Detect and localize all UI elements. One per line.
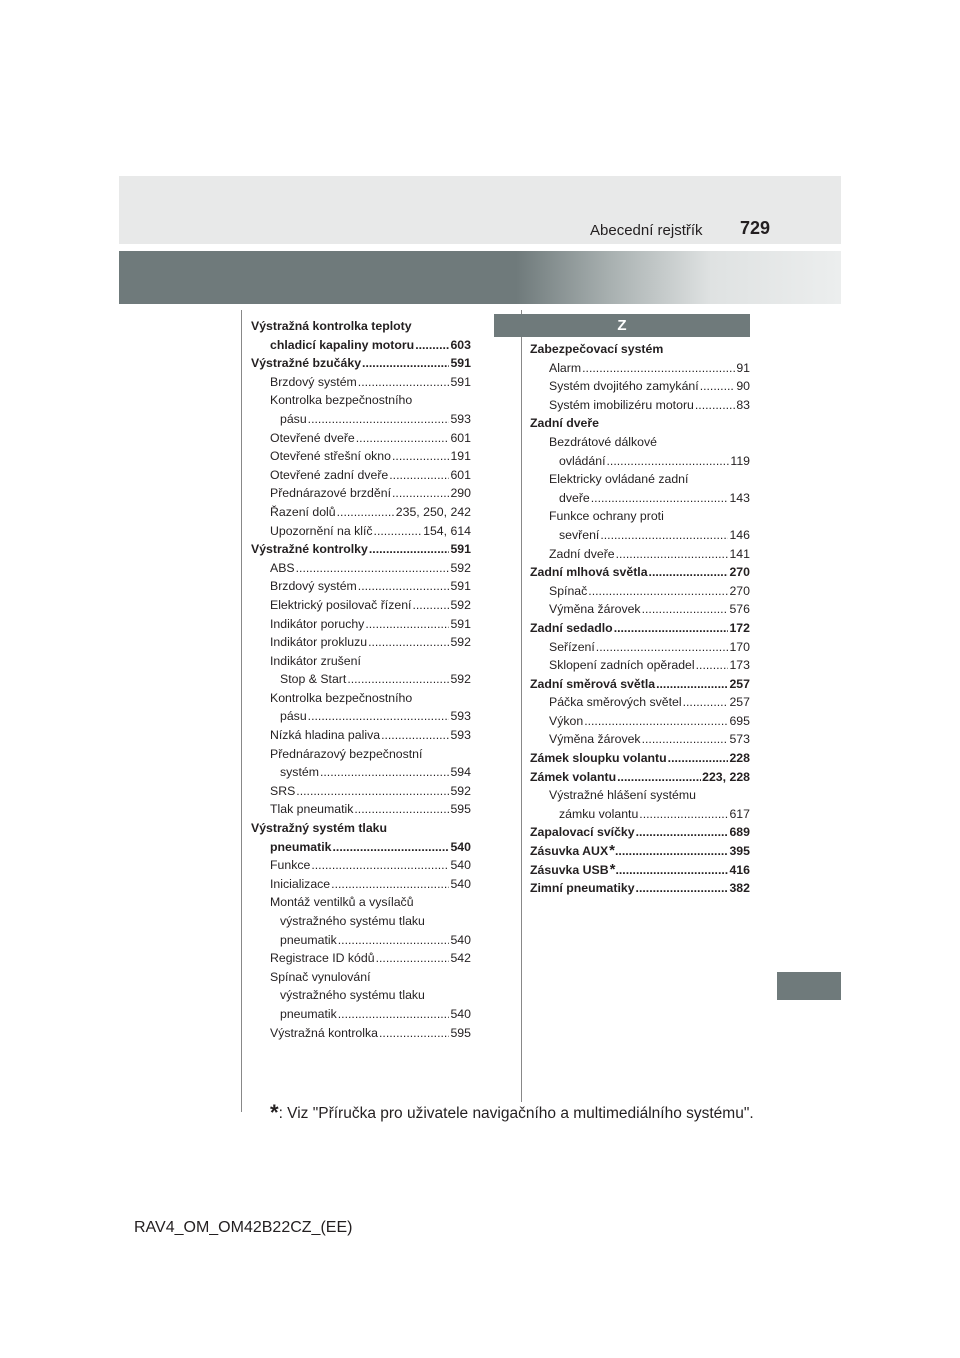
- index-entry: [251, 838, 471, 857]
- header-title: Abecední rejstřík: [590, 222, 703, 239]
- dot-leader: [642, 730, 729, 749]
- index-term: Bezdrátové dálkové: [549, 434, 658, 449]
- index-entry: [251, 652, 471, 671]
- index-term: Funkce: [270, 856, 311, 875]
- index-entry: [251, 466, 471, 485]
- index-page-ref: 592: [450, 560, 471, 575]
- index-entry: [251, 1005, 471, 1024]
- index-entry: [530, 712, 750, 731]
- index-entry: Zásuvka USB * ..... 416: [530, 861, 750, 880]
- dot-leader: [356, 429, 450, 448]
- dot-leader: [600, 526, 728, 545]
- index-page-ref: 603: [450, 337, 471, 352]
- index-entry: [530, 452, 750, 471]
- index-entry: [530, 879, 750, 898]
- index-entry: [251, 745, 471, 764]
- index-term: systém: [280, 763, 320, 782]
- index-term: Tlak pneumatik: [270, 800, 354, 819]
- dot-leader: [412, 596, 449, 615]
- index-entry: [251, 633, 471, 652]
- dot-leader: [311, 856, 449, 875]
- dot-leader: [696, 656, 729, 675]
- index-page-ref: 83: [736, 397, 750, 412]
- index-page-ref: 695: [729, 713, 750, 728]
- dot-leader: [695, 396, 735, 415]
- index-term: Zimní pneumatiky: [530, 879, 636, 898]
- index-term: Upozornění na klíč: [270, 522, 374, 541]
- section-letter-header: Z: [494, 314, 750, 337]
- index-entry: [251, 596, 471, 615]
- index-page-ref: 540: [450, 1006, 471, 1021]
- index-page-ref: 154, 614: [423, 523, 471, 538]
- index-entry: [251, 875, 471, 894]
- index-thumb-tab: [777, 972, 841, 1000]
- index-page-ref: 91: [736, 360, 750, 375]
- index-term: Výstražné bzučáky: [251, 354, 362, 373]
- index-term: Otevřené střešní okno: [270, 447, 392, 466]
- dot-leader: [354, 800, 449, 819]
- dot-leader: [596, 638, 729, 657]
- index-entry: [530, 693, 750, 712]
- index-page-ref: 689: [729, 825, 750, 840]
- index-term: pneumatik: [270, 838, 333, 857]
- index-term: Elektricky ovládané zadní: [549, 472, 689, 487]
- index-page-ref: 595: [450, 1025, 471, 1040]
- index-entry: [251, 707, 471, 726]
- index-page-ref: 592: [450, 597, 471, 612]
- index-entry: [251, 986, 471, 1005]
- dot-leader: [649, 563, 729, 582]
- dot-leader: [591, 489, 729, 508]
- index-page-ref: 591: [450, 616, 471, 631]
- dot-leader: [337, 503, 395, 522]
- index-term: Indikátor zrušení: [270, 653, 361, 668]
- index-entry: [530, 805, 750, 824]
- dot-leader: [308, 707, 450, 726]
- index-term: Systém dvojitého zamykání: [549, 377, 700, 396]
- index-term: zámku volantu: [559, 805, 639, 824]
- index-entry: [530, 526, 750, 545]
- index-term: Výstražné kontrolky: [251, 540, 369, 559]
- index-entry: [530, 600, 750, 619]
- index-term: Zámek sloupku volantu: [530, 749, 668, 768]
- dot-leader: [369, 540, 450, 559]
- index-entry: [251, 540, 471, 559]
- index-term: Elektrický posilovač řízení: [270, 596, 412, 615]
- index-entry: [530, 638, 750, 657]
- index-entry: [251, 391, 471, 410]
- dot-leader: [392, 447, 449, 466]
- dot-leader: [338, 1005, 450, 1024]
- index-page-ref: 172: [729, 620, 750, 635]
- index-entry: [530, 749, 750, 768]
- index-entry: Zásuvka AUX * ..... 395: [530, 842, 750, 861]
- index-page-ref: 540: [450, 932, 471, 947]
- index-term: Seřízení: [549, 638, 596, 657]
- dot-leader: [392, 484, 449, 503]
- index-page-ref: 191: [450, 449, 471, 464]
- index-term: ABS: [270, 559, 296, 578]
- index-column-right: [530, 340, 750, 898]
- index-term: Přednárazové brzdění: [270, 484, 392, 503]
- index-term: Zámek volantu: [530, 768, 617, 787]
- index-term: Funkce ochrany proti: [549, 509, 664, 524]
- index-page-ref: 576: [729, 602, 750, 617]
- index-entry: [251, 819, 471, 838]
- header-band: [119, 251, 841, 304]
- dot-leader: [642, 600, 729, 619]
- index-term: Spínač: [549, 582, 588, 601]
- index-entry: [251, 968, 471, 987]
- index-entry: [251, 800, 471, 819]
- index-term: Výstražný systém tlaku: [251, 821, 388, 836]
- column-divider: [521, 310, 522, 1102]
- dot-leader: [338, 931, 450, 950]
- index-entry: [530, 507, 750, 526]
- index-page-ref: 593: [450, 728, 471, 743]
- left-margin-rule: [241, 310, 242, 1112]
- index-entry: [251, 670, 471, 689]
- index-page-ref: 141: [729, 546, 750, 561]
- index-page-ref: 591: [450, 579, 471, 594]
- dot-leader: [333, 838, 450, 857]
- footnote: [270, 1100, 754, 1126]
- index-term: Výměna žárovek: [549, 730, 642, 749]
- index-entry: [530, 545, 750, 564]
- index-term: Výstražné hlášení systému: [549, 788, 696, 803]
- index-entry: [530, 786, 750, 805]
- index-page-ref: 270: [729, 565, 750, 580]
- index-term: Zásuvka AUX: [530, 842, 609, 861]
- index-term: Páčka směrových světel: [549, 693, 683, 712]
- index-page-ref: 143: [729, 490, 750, 505]
- index-page-ref: 542: [450, 951, 471, 966]
- index-term: Stop & Start: [280, 670, 347, 689]
- index-entry: [251, 763, 471, 782]
- index-term: Přednárazový bezpečnostní: [270, 746, 423, 761]
- dot-leader: [656, 675, 728, 694]
- index-page-ref: 573: [729, 732, 750, 747]
- index-entry: [530, 768, 750, 787]
- index-term: Výměna žárovek: [549, 600, 642, 619]
- index-entry: [251, 782, 471, 801]
- index-entry: [530, 359, 750, 378]
- index-term: Brzdový systém: [270, 373, 358, 392]
- index-page-ref: 90: [736, 379, 750, 394]
- dot-leader: [376, 949, 450, 968]
- index-page-ref: 540: [450, 858, 471, 873]
- index-page-ref: 416: [729, 862, 750, 877]
- index-page-ref: 170: [729, 639, 750, 654]
- index-page-ref: 592: [450, 635, 471, 650]
- index-term: Zabezpečovací systém: [530, 342, 664, 356]
- index-page-ref: 592: [450, 783, 471, 798]
- dot-leader: [584, 712, 728, 731]
- index-entry: [251, 893, 471, 912]
- footnote-text: : Viz "Příručka pro uživatele navigačního a multimediálního systému".: [278, 1105, 754, 1122]
- index-entry: [530, 377, 750, 396]
- index-term: ovládání: [559, 452, 607, 471]
- index-entry: [251, 689, 471, 708]
- dot-leader: [639, 805, 728, 824]
- index-entry: [251, 726, 471, 745]
- document-code: RAV4_OM_OM42B22CZ_(EE): [134, 1219, 353, 1236]
- dot-leader: [615, 842, 728, 861]
- dot-leader: [617, 768, 701, 787]
- index-page-ref: 593: [450, 411, 471, 426]
- dot-leader: [374, 522, 423, 541]
- index-entry: [530, 823, 750, 842]
- index-term: výstražného systému tlaku: [280, 914, 425, 928]
- index-entry: [251, 373, 471, 392]
- index-page-ref: 119: [730, 453, 750, 468]
- dot-leader: [308, 410, 450, 429]
- dot-leader: [296, 559, 450, 578]
- index-term: Zadní mlhová světla: [530, 563, 649, 582]
- index-term: dveře: [559, 489, 591, 508]
- index-term: SRS: [270, 782, 296, 801]
- index-term: Inicializace: [270, 875, 331, 894]
- page-number: 729: [740, 218, 771, 238]
- dot-leader: [389, 466, 449, 485]
- index-term: chladicí kapaliny motoru: [270, 336, 415, 355]
- index-entry: [251, 484, 471, 503]
- index-entry: [251, 336, 471, 355]
- index-page-ref: 257: [729, 676, 750, 691]
- index-page-ref: 173: [729, 658, 750, 673]
- index-page-ref: 591: [450, 356, 471, 371]
- index-term: Spínač vynulování: [270, 969, 371, 984]
- dot-leader: [588, 582, 728, 601]
- index-page-ref: 591: [450, 542, 471, 557]
- index-page-ref: 540: [450, 839, 471, 854]
- dot-leader: [379, 1024, 449, 1043]
- dot-leader: [636, 823, 729, 842]
- index-entry: [530, 414, 750, 433]
- index-entry: [530, 656, 750, 675]
- index-page-ref: 592: [450, 672, 471, 687]
- index-page-ref: 235, 250, 242: [395, 504, 471, 519]
- index-term: Alarm: [549, 359, 582, 378]
- index-entry: [251, 559, 471, 578]
- index-term: Indikátor prokluzu: [270, 633, 368, 652]
- index-entry: [251, 1024, 471, 1043]
- index-entry: [530, 563, 750, 582]
- index-page-ref: 540: [450, 876, 471, 891]
- index-entry: [530, 396, 750, 415]
- footnote-mark: *: [270, 1100, 279, 1125]
- dot-leader: [331, 875, 449, 894]
- index-term: Brzdový systém: [270, 577, 358, 596]
- index-page-ref: 617: [729, 806, 750, 821]
- index-term: Zásuvka USB: [530, 861, 610, 880]
- index-term: Systém imobilizéru motoru: [549, 396, 695, 415]
- dot-leader: [381, 726, 449, 745]
- dot-leader: [582, 359, 735, 378]
- index-page-ref: 228: [729, 751, 750, 766]
- index-term: Zadní dveře: [549, 545, 616, 564]
- index-term: Zapalovací svíčky: [530, 823, 636, 842]
- index-term: Otevřené dveře: [270, 429, 356, 448]
- index-entry: [251, 354, 471, 373]
- index-entry: [251, 503, 471, 522]
- index-entry: [251, 522, 471, 541]
- dot-leader: [320, 763, 450, 782]
- index-page-ref: 223, 228: [702, 769, 750, 784]
- index-entry: [530, 489, 750, 508]
- dot-leader: [615, 861, 728, 880]
- index-page-ref: 591: [450, 374, 471, 389]
- dot-leader: [700, 377, 736, 396]
- index-term: pneumatik: [280, 931, 338, 950]
- index-page-ref: 595: [450, 802, 471, 817]
- dot-leader: [683, 693, 729, 712]
- index-entry: [530, 619, 750, 638]
- index-entry: [530, 433, 750, 452]
- index-term: Výstražná kontrolka teploty: [251, 319, 412, 333]
- dot-leader: [415, 336, 449, 355]
- index-term: Nízká hladina paliva: [270, 726, 381, 745]
- index-term: Sklopení zadních opěradel: [549, 656, 696, 675]
- header-bar: [119, 176, 841, 244]
- dot-leader: [368, 633, 449, 652]
- index-entry: [251, 931, 471, 950]
- index-entry: [251, 317, 471, 336]
- dot-leader: [358, 373, 450, 392]
- index-entry: [530, 582, 750, 601]
- index-entry: [251, 856, 471, 875]
- index-term: pneumatik: [280, 1005, 338, 1024]
- dot-leader: [614, 619, 729, 638]
- index-term: Řazení dolů: [270, 503, 337, 522]
- index-term: sevření: [559, 526, 600, 545]
- index-term: Otevřené zadní dveře: [270, 466, 389, 485]
- index-term: výstražného systému tlaku: [280, 988, 425, 1003]
- index-page-ref: 593: [450, 709, 471, 724]
- index-entry: [251, 949, 471, 968]
- dot-leader: [668, 749, 729, 768]
- dot-leader: [365, 615, 449, 634]
- index-page-ref: 395: [729, 844, 750, 859]
- index-term: Kontrolka bezpečnostního: [270, 393, 413, 408]
- index-entry: [530, 470, 750, 489]
- dot-leader: [616, 545, 729, 564]
- index-entry: [251, 429, 471, 448]
- index-term: Registrace ID kódů: [270, 949, 376, 968]
- index-page-ref: 257: [729, 695, 750, 710]
- index-page-ref: 601: [450, 467, 471, 482]
- index-term: Kontrolka bezpečnostního: [270, 690, 413, 705]
- index-term: Zadní dveře: [530, 416, 600, 431]
- index-entry: [251, 912, 471, 931]
- index-entry: [530, 675, 750, 694]
- index-entry: [530, 730, 750, 749]
- index-term: Zadní směrová světla: [530, 675, 656, 694]
- dot-leader: [362, 354, 449, 373]
- index-column-left: [251, 317, 471, 1042]
- index-page-ref: 290: [450, 486, 471, 501]
- index-page-ref: 270: [729, 583, 750, 598]
- index-term: Výstražná kontrolka: [270, 1024, 379, 1043]
- index-term: Indikátor poruchy: [270, 615, 365, 634]
- index-page-ref: 146: [729, 527, 750, 542]
- dot-leader: [296, 782, 449, 801]
- index-page-ref: 594: [450, 765, 471, 780]
- index-page-ref: 601: [450, 430, 471, 445]
- index-entry: [251, 577, 471, 596]
- dot-leader: [607, 452, 730, 471]
- index-entry: [251, 615, 471, 634]
- dot-leader: [347, 670, 449, 689]
- index-term: Montáž ventilků a vysílačů: [270, 895, 414, 910]
- dot-leader: [358, 577, 450, 596]
- index-term: Výkon: [549, 712, 584, 731]
- dot-leader: [636, 879, 729, 898]
- index-entry: [251, 447, 471, 466]
- index-term: pásu: [280, 707, 308, 726]
- index-term: Zadní sedadlo: [530, 619, 614, 638]
- index-entry: [530, 340, 750, 359]
- index-entry: [251, 410, 471, 429]
- index-page-ref: 382: [729, 881, 750, 896]
- index-term: pásu: [280, 410, 308, 429]
